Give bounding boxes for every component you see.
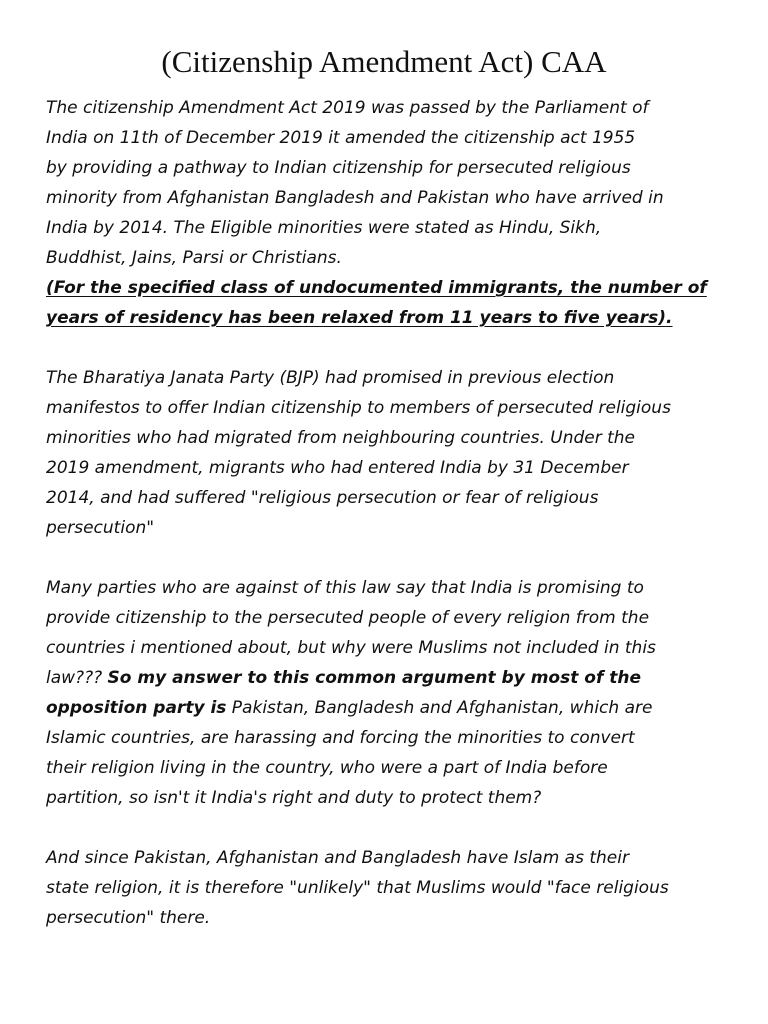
residency-note-line: years of residency has been relaxed from 11 years to five years). <box>46 308 673 328</box>
paragraph-intro-line: Buddhist, Jains, Parsi or Christians. <box>46 248 342 268</box>
argument-answer-emphasis: So my answer to this common argument by most of the <box>107 668 642 688</box>
paragraph-conclusion-line: state religion, it is therefore "unlikely" that Muslims would "face religious <box>46 878 669 898</box>
paragraph-intro-line: by providing a pathway to Indian citizenship for persecuted religious <box>46 158 631 178</box>
paragraph-bjp-line: manifestos to offer Indian citizenship to members of persecuted religious <box>46 398 671 418</box>
argument-answer-text: Pakistan, Bangladesh and Afghanistan, which are <box>226 698 653 718</box>
paragraph-argument-line: provide citizenship to the persecuted people of every religion from the <box>46 608 650 628</box>
paragraph-bjp-line: persecution" <box>46 518 155 538</box>
paragraph-intro-line: minority from Afghanistan Bangladesh and Pakistan who have arrived in <box>46 188 664 208</box>
paragraph-argument-line: countries i mentioned about, but why were Muslims not included in this <box>46 638 656 658</box>
paragraph-intro-line: India on 11th of December 2019 it amended the citizenship act 1955 <box>46 128 636 148</box>
paragraph-argument <box>46 573 736 813</box>
paragraph-bjp <box>46 363 736 543</box>
paragraph-argument-line: Many parties who are against of this law say that India is promising to <box>46 578 644 598</box>
argument-question-text: law??? <box>46 668 108 688</box>
paragraph-bjp-line: minorities who had migrated from neighbouring countries. Under the <box>46 428 636 448</box>
document-title: (Citizenship Amendment Act) CAA <box>161 44 607 79</box>
paragraph-bjp-line: The Bharatiya Janata Party (BJP) had promised in previous election <box>46 368 615 388</box>
paragraph-conclusion-line: And since Pakistan, Afghanistan and Bangladesh have Islam as their <box>46 848 629 868</box>
paragraph-bjp-line: 2019 amendment, migrants who had entered India by 31 December <box>46 458 629 478</box>
paragraph-intro-line: India by 2014. The Eligible minorities were stated as Hindu, Sikh, <box>46 218 602 238</box>
residency-note <box>46 273 736 333</box>
paragraph-argument-line: their religion living in the country, who were a part of India before <box>46 758 608 778</box>
argument-answer-emphasis: opposition party is <box>46 698 227 718</box>
paragraph-intro <box>46 93 736 273</box>
paragraph-conclusion <box>46 843 736 933</box>
paragraph-argument-line <box>46 663 736 693</box>
paragraph-bjp-line: 2014, and had suffered "religious persecution or fear of religious <box>46 488 599 508</box>
residency-note-line: (For the specified class of undocumented immigrants, the number of <box>46 278 707 298</box>
paragraph-argument-line: partition, so isn't it India's right and duty to protect them? <box>46 788 542 808</box>
paragraph-argument-line <box>46 693 736 723</box>
paragraph-intro-line: The citizenship Amendment Act 2019 was passed by the Parliament of <box>46 98 649 118</box>
paragraph-conclusion-line: persecution" there. <box>46 908 211 928</box>
paragraph-argument-line: Islamic countries, are harassing and forcing the minorities to convert <box>46 728 635 748</box>
